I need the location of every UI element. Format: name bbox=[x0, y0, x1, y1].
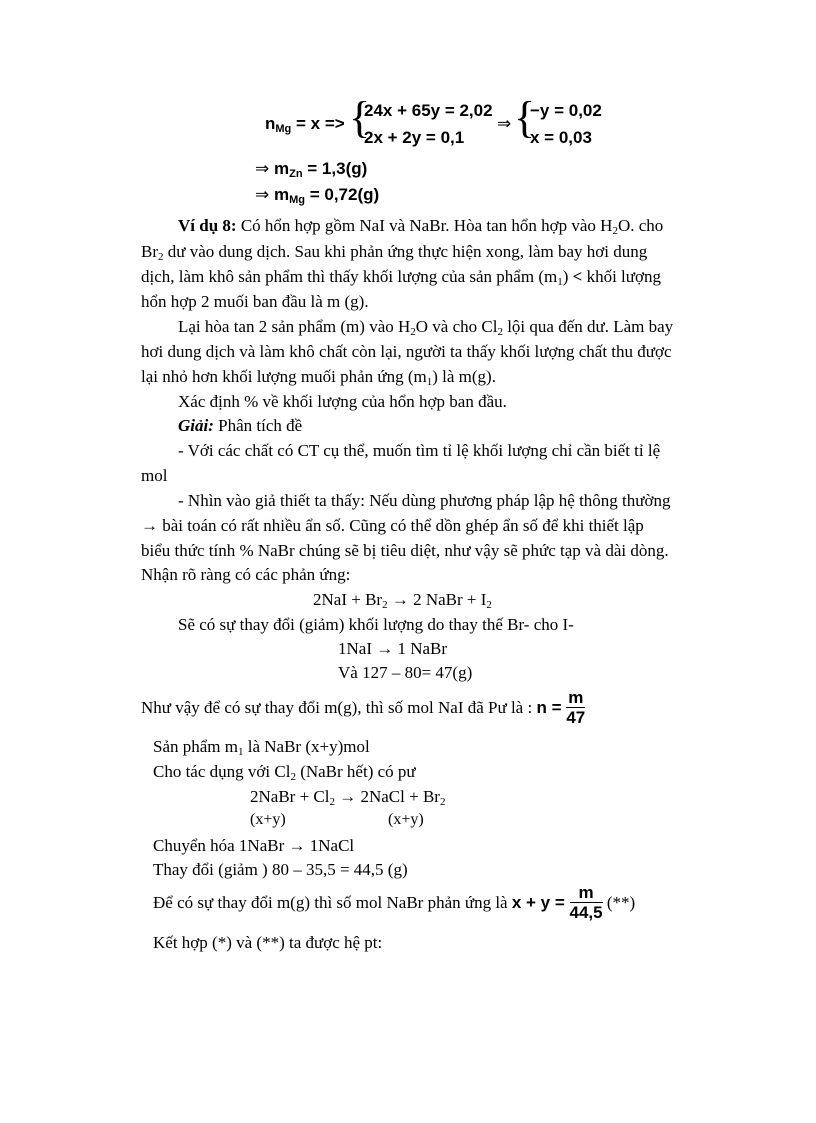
solution-bullet-2-line-3: biểu thức tính % NaBr chúng sẽ bị tiêu diệt, như vậy sẽ phức tạp và dài dòng. bbox=[141, 541, 669, 560]
example-line-7 bbox=[141, 365, 496, 388]
example-label: Ví dụ 8: bbox=[178, 216, 237, 235]
subscript: 2 bbox=[158, 251, 164, 263]
result-mg-value: = 0,72(g) bbox=[305, 185, 380, 204]
mol-nabr-line bbox=[153, 883, 635, 922]
subscript: 2 bbox=[329, 796, 335, 808]
product-m1 bbox=[153, 735, 370, 758]
change-1: Sẽ có sự thay đổi (giảm) khối lượng do thay thế Br- cho I- bbox=[178, 615, 574, 634]
example-text: lại nhỏ hơn khối lượng muối phản ứng (m bbox=[141, 367, 427, 386]
brace-left-1: { bbox=[349, 93, 371, 142]
reaction-text: → 2 NaBr + I bbox=[387, 590, 487, 609]
subscript: 1 bbox=[426, 376, 433, 388]
eq-lhs-var: n bbox=[265, 114, 276, 133]
reaction-1 bbox=[313, 588, 492, 611]
mol-nai-var: n bbox=[536, 698, 547, 717]
result-mg-sub: Mg bbox=[289, 194, 305, 206]
mol-nabr-text: Để có sự thay đổi m(g) thì số mol NaBr phản ứng là bbox=[153, 893, 512, 912]
example-text: ) bbox=[562, 267, 573, 286]
subscript: 2 bbox=[382, 599, 388, 611]
react-cl2 bbox=[153, 760, 416, 783]
solution-label: Giải: bbox=[178, 416, 214, 435]
product-text: là NaBr (x+y)mol bbox=[243, 737, 370, 756]
solution-bullet-2-line-2: → bài toán có rất nhiều ẩn số. Cũng có thể dồn ghép ẩn số để khi thiết lập bbox=[141, 516, 644, 535]
example-text: O. cho bbox=[617, 216, 664, 235]
conversion-2: Chuyển hóa 1NaBr → 1NaCl bbox=[153, 836, 355, 855]
mol-nai-text: Như vậy để có sự thay đổi m(g), thì số mol NaI đã Pư là : bbox=[141, 698, 537, 717]
solution-bullet-2-line-1: - Nhìn vào giả thiết ta thấy: Nếu dùng phương pháp lập hệ thông thường bbox=[178, 491, 671, 510]
reaction-2-mol-1: (x+y) bbox=[250, 811, 286, 828]
example-text: dư vào dung dịch. Sau khi phản ứng thực hiện xong, làm bay hơi dung bbox=[163, 242, 648, 261]
subscript: 1 bbox=[238, 746, 244, 758]
example-line-1 bbox=[178, 214, 663, 237]
example-line-3 bbox=[141, 265, 661, 288]
sys2-line2: x = 0,03 bbox=[530, 128, 592, 147]
mol-nai-line bbox=[141, 688, 585, 727]
fraction-denominator: 44,5 bbox=[569, 903, 603, 922]
subscript: 2 bbox=[439, 796, 446, 808]
subscript: 1 bbox=[557, 276, 563, 288]
subscript: 2 bbox=[486, 599, 492, 611]
result-mg-m: m bbox=[273, 185, 290, 204]
example-text: dịch, làm khô sản phẩm thì thấy khối lượng của sản phẩm (m bbox=[141, 267, 558, 286]
sys1-line2: 2x + 2y = 0,1 bbox=[364, 128, 465, 147]
example-text: ) là m(g). bbox=[432, 367, 496, 386]
result-zn-sub: Zn bbox=[289, 168, 303, 180]
result-mg bbox=[255, 183, 379, 206]
equals-sign: = bbox=[546, 698, 567, 717]
solution-heading bbox=[178, 414, 302, 437]
result-zn-arrow: ⇒ bbox=[255, 159, 270, 178]
combine-line: Kết hợp (*) và (**) ta được hệ pt: bbox=[153, 933, 383, 952]
sys1-line1: 24x + 65y = 2,02 bbox=[364, 101, 493, 120]
fraction-denominator: 47 bbox=[566, 708, 586, 727]
solution-bullet-1-line-1: - Với các chất có CT cụ thể, muốn tìm tỉ lệ khối lượng chỉ cần biết tỉ lệ bbox=[178, 441, 661, 460]
calc-1: Và 127 – 80= 47(g) bbox=[338, 663, 473, 682]
reaction-text: 2NaBr + Cl bbox=[250, 787, 330, 806]
subscript: 2 bbox=[410, 326, 416, 338]
subscript: 2 bbox=[290, 771, 296, 783]
eq-lhs-sub: Mg bbox=[275, 123, 292, 135]
fraction-numerator: m bbox=[570, 883, 603, 903]
eq-lhs-rest: = x => bbox=[291, 114, 345, 133]
subscript: 2 bbox=[497, 326, 503, 338]
mol-nabr-var: x + y bbox=[511, 893, 551, 912]
solution-text: Phân tích đề bbox=[213, 416, 303, 435]
solution-bullet-2-line-4: Nhận rõ ràng có các phản ứng: bbox=[141, 565, 351, 584]
example-line-8: Xác định % về khối lượng của hổn hợp ban đầu. bbox=[178, 392, 507, 411]
eq-lhs bbox=[265, 112, 345, 135]
implies-arrow: ⇒ bbox=[497, 114, 512, 133]
reaction-text: → 2NaCl + Br bbox=[334, 787, 440, 806]
example-text: Có hổn hợp gồm NaI và NaBr. Hòa tan hổn hợp vào H bbox=[236, 216, 613, 235]
react-text: Cho tác dụng với Cl bbox=[153, 762, 291, 781]
react-text: (NaBr hết) có pư bbox=[295, 762, 416, 781]
example-line-6: hơi dung dịch và làm khô chất còn lại, người ta thấy khối lượng chất thu được bbox=[141, 342, 672, 361]
reaction-2 bbox=[250, 785, 445, 808]
fraction-numerator: m bbox=[568, 688, 584, 707]
product-text: Sản phẩm m bbox=[153, 737, 238, 756]
example-text: lội qua đến dư. Làm bay bbox=[502, 317, 674, 336]
equation-tag: (**) bbox=[602, 893, 636, 912]
example-text: Br bbox=[141, 242, 158, 261]
reaction-text: 2NaI + Br bbox=[313, 590, 383, 609]
brace-left-2: { bbox=[514, 93, 536, 142]
conversion-1: 1NaI → 1 NaBr bbox=[338, 639, 448, 658]
sys2-line1: −y = 0,02 bbox=[530, 101, 602, 120]
example-text: O và cho Cl bbox=[415, 317, 498, 336]
solution-bullet-1-line-2: mol bbox=[141, 466, 168, 485]
result-zn bbox=[255, 157, 367, 180]
example-text: Lại hòa tan 2 sản phẩm (m) vào H bbox=[178, 317, 411, 336]
example-text: khối lượng bbox=[582, 267, 661, 286]
subscript: 2 bbox=[612, 225, 618, 237]
calc-2: Thay đổi (giảm ) 80 – 35,5 = 44,5 (g) bbox=[153, 860, 408, 879]
fraction-m-47 bbox=[566, 688, 585, 727]
fraction-m-44-5 bbox=[570, 883, 603, 922]
example-line-5 bbox=[178, 315, 673, 338]
example-line-4: hổn hợp 2 muối ban đầu là m (g). bbox=[141, 292, 369, 311]
result-mg-arrow: ⇒ bbox=[255, 185, 270, 204]
reaction-2-mol-2: (x+y) bbox=[388, 811, 424, 828]
result-zn-value: = 1,3(g) bbox=[302, 159, 368, 178]
example-line-2 bbox=[141, 240, 647, 263]
result-zn-m: m bbox=[273, 159, 290, 178]
equals-sign: = bbox=[550, 893, 570, 912]
less-than-sign: < bbox=[572, 267, 583, 286]
